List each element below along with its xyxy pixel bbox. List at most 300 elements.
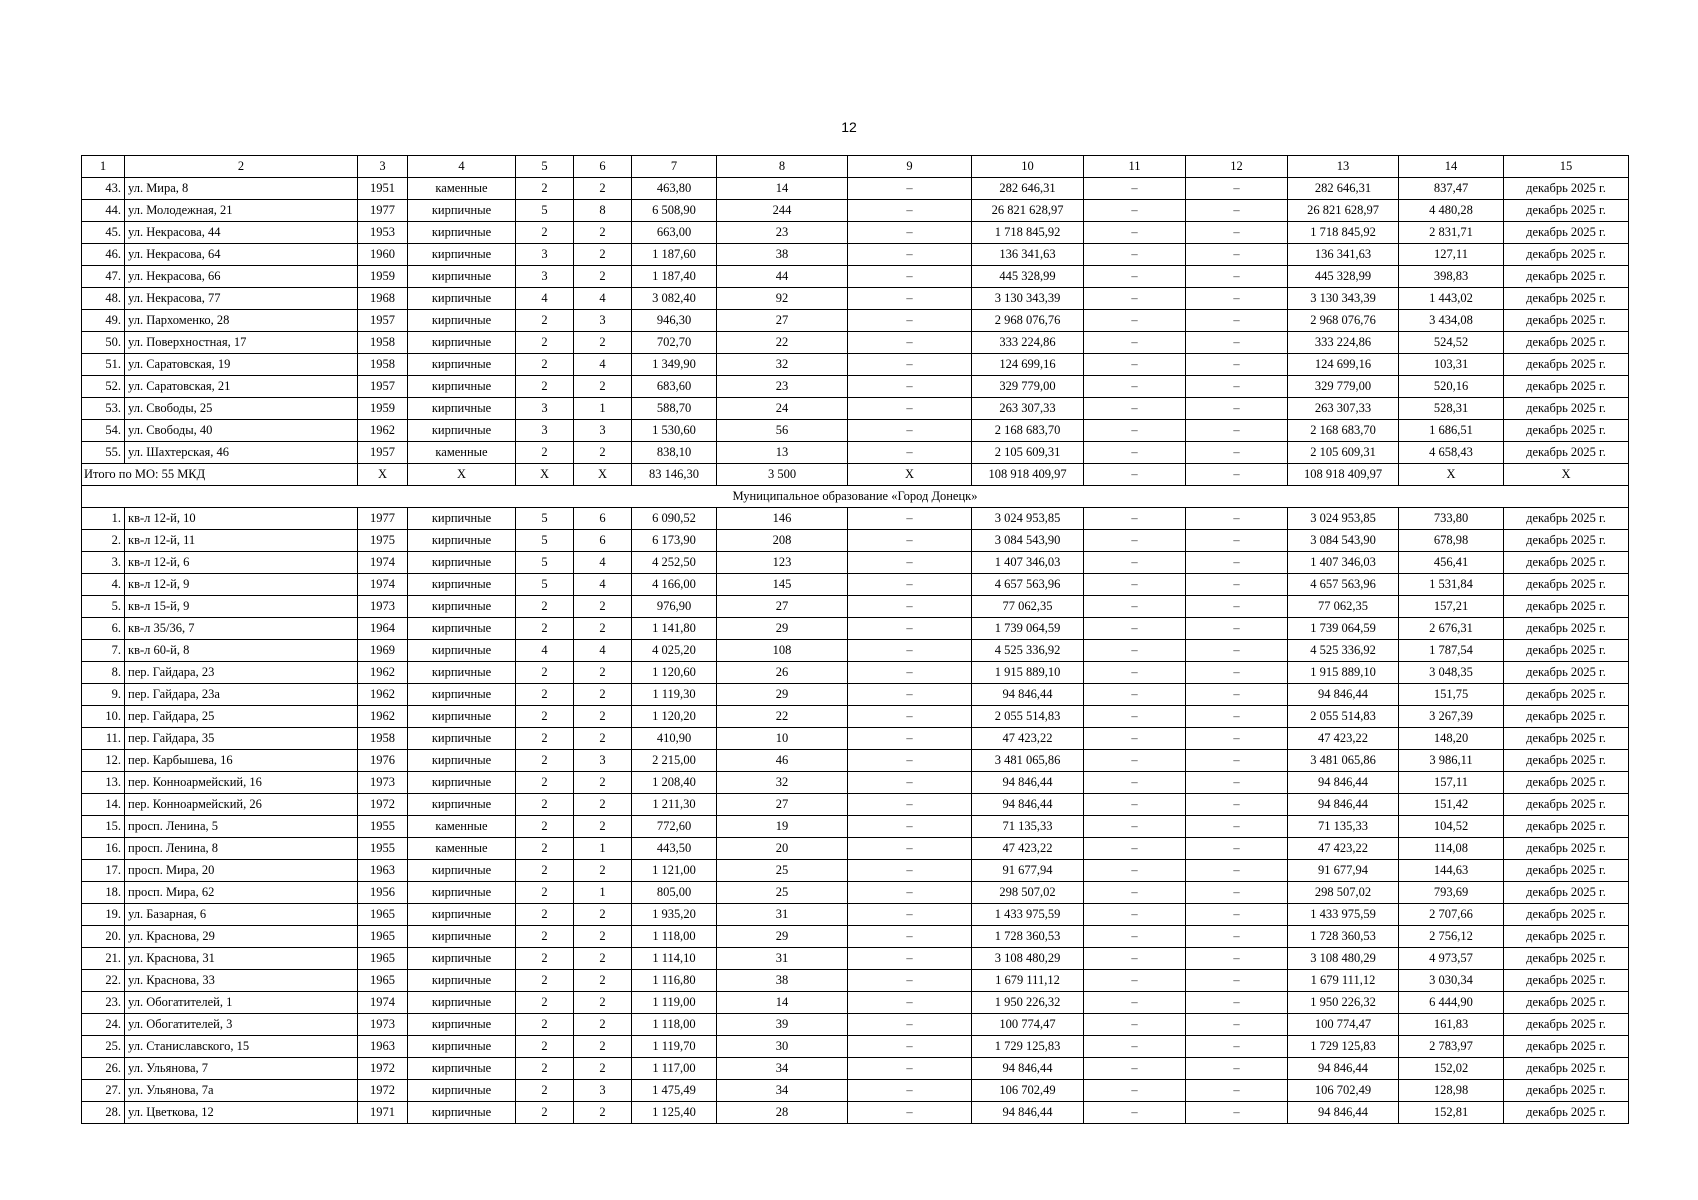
cell-deadline: декабрь 2025 г. bbox=[1504, 442, 1629, 464]
cell-deadline: декабрь 2025 г. bbox=[1504, 332, 1629, 354]
cell-floors: 5 bbox=[516, 200, 574, 222]
cell-row-number: 21. bbox=[82, 948, 125, 970]
cell-floors: 5 bbox=[516, 508, 574, 530]
cell-unit-cost: 161,83 bbox=[1399, 1014, 1504, 1036]
cell-total-cost: 4 525 336,92 bbox=[972, 640, 1084, 662]
cell-total-cost: 329 779,00 bbox=[972, 376, 1084, 398]
cell-entrances: 2 bbox=[574, 926, 632, 948]
cell-unit-cost: 4 658,43 bbox=[1399, 442, 1504, 464]
cell-cost-col9: – bbox=[848, 794, 972, 816]
cell-entrances: 2 bbox=[574, 1058, 632, 1080]
cell-year: 1972 bbox=[358, 794, 408, 816]
cell-cost-col12: – bbox=[1186, 310, 1288, 332]
cell-deadline: декабрь 2025 г. bbox=[1504, 992, 1629, 1014]
cell-row-number: 50. bbox=[82, 332, 125, 354]
cell-row-number: 11. bbox=[82, 728, 125, 750]
cell-entrances: 2 bbox=[574, 1014, 632, 1036]
cell-floors: 2 bbox=[516, 816, 574, 838]
cell-cost-col12: – bbox=[1186, 904, 1288, 926]
cell-wall-material: кирпичные bbox=[408, 684, 516, 706]
cell-address: ул. Поверхностная, 17 bbox=[125, 332, 358, 354]
cell-entrances: 3 bbox=[574, 310, 632, 332]
cell-year: 1972 bbox=[358, 1058, 408, 1080]
cell-area: 946,30 bbox=[632, 310, 717, 332]
cell-year: 1953 bbox=[358, 222, 408, 244]
cell-area: 702,70 bbox=[632, 332, 717, 354]
cell-address: кв-л 60-й, 8 bbox=[125, 640, 358, 662]
cell-cost-col11: – bbox=[1084, 728, 1186, 750]
cell-deadline: декабрь 2025 г. bbox=[1504, 948, 1629, 970]
cell-wall-material: кирпичные bbox=[408, 1102, 516, 1124]
table-row bbox=[82, 508, 1629, 530]
cell-wall-material: кирпичные bbox=[408, 926, 516, 948]
cell-deadline: декабрь 2025 г. bbox=[1504, 178, 1629, 200]
cell-unit-cost: 520,16 bbox=[1399, 376, 1504, 398]
cell-area: 838,10 bbox=[632, 442, 717, 464]
cell-wall-material: кирпичные bbox=[408, 882, 516, 904]
cell-address: ул. Некрасова, 44 bbox=[125, 222, 358, 244]
cell-unit-cost: 4 973,57 bbox=[1399, 948, 1504, 970]
cell-cost-col13: 1 407 346,03 bbox=[1288, 552, 1399, 574]
cell-unit-cost: 6 444,90 bbox=[1399, 992, 1504, 1014]
cell-wall-material: каменные bbox=[408, 442, 516, 464]
table-row bbox=[82, 244, 1629, 266]
cell-cost-col11: – bbox=[1084, 1102, 1186, 1124]
cell-year: 1974 bbox=[358, 552, 408, 574]
cell-entrances: 6 bbox=[574, 530, 632, 552]
cell-area: 1 119,70 bbox=[632, 1036, 717, 1058]
cell-row-number: 51. bbox=[82, 354, 125, 376]
cell-cost-col13: 71 135,33 bbox=[1288, 816, 1399, 838]
total-total-cost: 108 918 409,97 bbox=[972, 464, 1084, 486]
cell-floors: 2 bbox=[516, 1102, 574, 1124]
cell-residents: 32 bbox=[717, 772, 848, 794]
cell-cost-col9: – bbox=[848, 178, 972, 200]
cell-floors: 4 bbox=[516, 288, 574, 310]
cell-area: 1 187,40 bbox=[632, 266, 717, 288]
table-row bbox=[82, 662, 1629, 684]
table-row bbox=[82, 574, 1629, 596]
cell-cost-col9: – bbox=[848, 662, 972, 684]
cell-floors: 2 bbox=[516, 662, 574, 684]
cell-cost-col11: – bbox=[1084, 948, 1186, 970]
cell-cost-col12: – bbox=[1186, 442, 1288, 464]
cell-cost-col9: – bbox=[848, 772, 972, 794]
cell-cost-col11: – bbox=[1084, 970, 1186, 992]
cell-address: ул. Ульянова, 7а bbox=[125, 1080, 358, 1102]
cell-area: 1 141,80 bbox=[632, 618, 717, 640]
cell-residents: 23 bbox=[717, 222, 848, 244]
table-row bbox=[82, 266, 1629, 288]
cell-address: ул. Краснова, 29 bbox=[125, 926, 358, 948]
cell-deadline: декабрь 2025 г. bbox=[1504, 574, 1629, 596]
cell-year: 1965 bbox=[358, 970, 408, 992]
cell-total-cost: 94 846,44 bbox=[972, 684, 1084, 706]
cell-area: 1 211,30 bbox=[632, 794, 717, 816]
cell-year: 1965 bbox=[358, 948, 408, 970]
total-row bbox=[82, 464, 1629, 486]
cell-cost-col13: 1 433 975,59 bbox=[1288, 904, 1399, 926]
cell-unit-cost: 1 686,51 bbox=[1399, 420, 1504, 442]
cell-cost-col12: – bbox=[1186, 552, 1288, 574]
cell-cost-col9: – bbox=[848, 728, 972, 750]
cell-floors: 2 bbox=[516, 838, 574, 860]
cell-entrances: 2 bbox=[574, 816, 632, 838]
cell-deadline: декабрь 2025 г. bbox=[1504, 552, 1629, 574]
table-row bbox=[82, 398, 1629, 420]
cell-entrances: 4 bbox=[574, 574, 632, 596]
cell-total-cost: 91 677,94 bbox=[972, 860, 1084, 882]
cell-cost-col13: 100 774,47 bbox=[1288, 1014, 1399, 1036]
cell-area: 1 125,40 bbox=[632, 1102, 717, 1124]
cell-cost-col11: 11 bbox=[1084, 156, 1186, 178]
cell-entrances: 3 bbox=[574, 750, 632, 772]
cell-row-number: 1 bbox=[82, 156, 125, 178]
cell-wall-material: кирпичные bbox=[408, 728, 516, 750]
cell-year: 1951 bbox=[358, 178, 408, 200]
table-row bbox=[82, 1102, 1629, 1124]
cell-entrances: 4 bbox=[574, 354, 632, 376]
cell-floors: 4 bbox=[516, 640, 574, 662]
cell-area: 588,70 bbox=[632, 398, 717, 420]
cell-residents: 34 bbox=[717, 1058, 848, 1080]
total-cost-col9: X bbox=[848, 464, 972, 486]
cell-year: 1957 bbox=[358, 310, 408, 332]
cell-address: пер. Карбышева, 16 bbox=[125, 750, 358, 772]
cell-cost-col12: – bbox=[1186, 508, 1288, 530]
cell-unit-cost: 398,83 bbox=[1399, 266, 1504, 288]
cell-residents: 13 bbox=[717, 442, 848, 464]
cell-residents: 26 bbox=[717, 662, 848, 684]
cell-address: ул. Некрасова, 66 bbox=[125, 266, 358, 288]
cell-cost-col9: – bbox=[848, 992, 972, 1014]
cell-row-number: 22. bbox=[82, 970, 125, 992]
cell-unit-cost: 733,80 bbox=[1399, 508, 1504, 530]
table-row bbox=[82, 288, 1629, 310]
cell-floors: 5 bbox=[516, 574, 574, 596]
cell-cost-col11: – bbox=[1084, 1080, 1186, 1102]
cell-residents: 108 bbox=[717, 640, 848, 662]
cell-wall-material: кирпичные bbox=[408, 354, 516, 376]
cell-cost-col13: 47 423,22 bbox=[1288, 838, 1399, 860]
cell-row-number: 1. bbox=[82, 508, 125, 530]
cell-residents: 14 bbox=[717, 992, 848, 1014]
cell-unit-cost: 104,52 bbox=[1399, 816, 1504, 838]
cell-total-cost: 94 846,44 bbox=[972, 1058, 1084, 1080]
cell-residents: 27 bbox=[717, 596, 848, 618]
cell-total-cost: 1 729 125,83 bbox=[972, 1036, 1084, 1058]
cell-year: 1968 bbox=[358, 288, 408, 310]
cell-cost-col12: – bbox=[1186, 244, 1288, 266]
cell-row-number: 52. bbox=[82, 376, 125, 398]
total-area: 83 146,30 bbox=[632, 464, 717, 486]
cell-wall-material: кирпичные bbox=[408, 222, 516, 244]
cell-address: кв-л 15-й, 9 bbox=[125, 596, 358, 618]
cell-row-number: 20. bbox=[82, 926, 125, 948]
cell-area: 683,60 bbox=[632, 376, 717, 398]
cell-cost-col13: 3 108 480,29 bbox=[1288, 948, 1399, 970]
cell-cost-col13: 2 105 609,31 bbox=[1288, 442, 1399, 464]
cell-address: кв-л 35/36, 7 bbox=[125, 618, 358, 640]
cell-cost-col12: – bbox=[1186, 926, 1288, 948]
cell-total-cost: 26 821 628,97 bbox=[972, 200, 1084, 222]
table-row bbox=[82, 596, 1629, 618]
cell-cost-col9: 9 bbox=[848, 156, 972, 178]
cell-row-number: 44. bbox=[82, 200, 125, 222]
total-cost-col13: 108 918 409,97 bbox=[1288, 464, 1399, 486]
cell-unit-cost: 1 787,54 bbox=[1399, 640, 1504, 662]
cell-cost-col11: – bbox=[1084, 376, 1186, 398]
cell-deadline: декабрь 2025 г. bbox=[1504, 882, 1629, 904]
cell-cost-col9: – bbox=[848, 970, 972, 992]
cell-address: кв-л 12-й, 6 bbox=[125, 552, 358, 574]
cell-address: ул. Свободы, 25 bbox=[125, 398, 358, 420]
cell-floors: 3 bbox=[516, 266, 574, 288]
cell-residents: 38 bbox=[717, 970, 848, 992]
cell-residents: 29 bbox=[717, 926, 848, 948]
cell-row-number: 4. bbox=[82, 574, 125, 596]
table-row bbox=[82, 200, 1629, 222]
cell-cost-col9: – bbox=[848, 948, 972, 970]
cell-floors: 3 bbox=[516, 420, 574, 442]
cell-row-number: 26. bbox=[82, 1058, 125, 1080]
cell-residents: 39 bbox=[717, 1014, 848, 1036]
cell-unit-cost: 103,31 bbox=[1399, 354, 1504, 376]
cell-row-number: 55. bbox=[82, 442, 125, 464]
cell-row-number: 14. bbox=[82, 794, 125, 816]
cell-floors: 2 bbox=[516, 860, 574, 882]
cell-cost-col11: – bbox=[1084, 816, 1186, 838]
cell-residents: 32 bbox=[717, 354, 848, 376]
cell-cost-col12: – bbox=[1186, 398, 1288, 420]
cell-address: пер. Конноармейский, 26 bbox=[125, 794, 358, 816]
cell-entrances: 2 bbox=[574, 1102, 632, 1124]
cell-wall-material: кирпичные bbox=[408, 376, 516, 398]
cell-cost-col9: – bbox=[848, 574, 972, 596]
cell-area: 7 bbox=[632, 156, 717, 178]
cell-cost-col9: – bbox=[848, 618, 972, 640]
cell-entrances: 6 bbox=[574, 156, 632, 178]
cell-residents: 29 bbox=[717, 618, 848, 640]
cell-address: пер. Гайдара, 23 bbox=[125, 662, 358, 684]
cell-cost-col11: – bbox=[1084, 662, 1186, 684]
cell-wall-material: кирпичные bbox=[408, 288, 516, 310]
cell-area: 976,90 bbox=[632, 596, 717, 618]
cell-entrances: 1 bbox=[574, 838, 632, 860]
cell-cost-col11: – bbox=[1084, 860, 1186, 882]
cell-total-cost: 47 423,22 bbox=[972, 728, 1084, 750]
cell-unit-cost: 152,02 bbox=[1399, 1058, 1504, 1080]
cell-residents: 29 bbox=[717, 684, 848, 706]
cell-address: ул. Некрасова, 77 bbox=[125, 288, 358, 310]
cell-year: 1972 bbox=[358, 1080, 408, 1102]
cell-deadline: декабрь 2025 г. bbox=[1504, 640, 1629, 662]
cell-cost-col12: – bbox=[1186, 200, 1288, 222]
cell-floors: 2 bbox=[516, 310, 574, 332]
cell-floors: 2 bbox=[516, 706, 574, 728]
cell-wall-material: кирпичные bbox=[408, 772, 516, 794]
cell-total-cost: 94 846,44 bbox=[972, 1102, 1084, 1124]
table-row bbox=[82, 948, 1629, 970]
cell-unit-cost: 14 bbox=[1399, 156, 1504, 178]
cell-floors: 2 bbox=[516, 772, 574, 794]
cell-cost-col9: – bbox=[848, 508, 972, 530]
cell-year: 1977 bbox=[358, 508, 408, 530]
cell-residents: 24 bbox=[717, 398, 848, 420]
cell-total-cost: 3 024 953,85 bbox=[972, 508, 1084, 530]
cell-address: ул. Станиславского, 15 bbox=[125, 1036, 358, 1058]
cell-year: 1955 bbox=[358, 838, 408, 860]
table-row bbox=[82, 640, 1629, 662]
cell-cost-col13: 1 739 064,59 bbox=[1288, 618, 1399, 640]
cell-cost-col9: – bbox=[848, 838, 972, 860]
cell-total-cost: 3 481 065,86 bbox=[972, 750, 1084, 772]
cell-cost-col11: – bbox=[1084, 794, 1186, 816]
cell-unit-cost: 3 030,34 bbox=[1399, 970, 1504, 992]
cell-area: 1 114,10 bbox=[632, 948, 717, 970]
cell-entrances: 2 bbox=[574, 222, 632, 244]
cell-wall-material: кирпичные bbox=[408, 332, 516, 354]
cell-cost-col11: – bbox=[1084, 596, 1186, 618]
cell-cost-col11: – bbox=[1084, 992, 1186, 1014]
total-unit-cost: X bbox=[1399, 464, 1504, 486]
cell-deadline: 15 bbox=[1504, 156, 1629, 178]
cell-unit-cost: 456,41 bbox=[1399, 552, 1504, 574]
cell-floors: 2 bbox=[516, 376, 574, 398]
cell-cost-col12: – bbox=[1186, 1058, 1288, 1080]
cell-residents: 56 bbox=[717, 420, 848, 442]
cell-floors: 2 bbox=[516, 1058, 574, 1080]
cell-entrances: 2 bbox=[574, 596, 632, 618]
cell-area: 1 119,00 bbox=[632, 992, 717, 1014]
cell-total-cost: 2 968 076,76 bbox=[972, 310, 1084, 332]
cell-year: 1965 bbox=[358, 926, 408, 948]
cell-entrances: 3 bbox=[574, 1080, 632, 1102]
cell-floors: 5 bbox=[516, 530, 574, 552]
cell-cost-col13: 445 328,99 bbox=[1288, 266, 1399, 288]
cell-area: 1 120,20 bbox=[632, 706, 717, 728]
cell-cost-col11: – bbox=[1084, 1014, 1186, 1036]
cell-address: кв-л 12-й, 9 bbox=[125, 574, 358, 596]
cell-year: 1977 bbox=[358, 200, 408, 222]
cell-area: 1 116,80 bbox=[632, 970, 717, 992]
cell-cost-col11: – bbox=[1084, 354, 1186, 376]
cell-area: 1 119,30 bbox=[632, 684, 717, 706]
cell-floors: 2 bbox=[516, 178, 574, 200]
cell-total-cost: 3 108 480,29 bbox=[972, 948, 1084, 970]
cell-cost-col13: 329 779,00 bbox=[1288, 376, 1399, 398]
cell-deadline: декабрь 2025 г. bbox=[1504, 662, 1629, 684]
cell-cost-col9: – bbox=[848, 596, 972, 618]
cell-cost-col12: – bbox=[1186, 838, 1288, 860]
cell-row-number: 53. bbox=[82, 398, 125, 420]
cell-deadline: декабрь 2025 г. bbox=[1504, 816, 1629, 838]
table-row bbox=[82, 794, 1629, 816]
cell-address: пер. Конноармейский, 16 bbox=[125, 772, 358, 794]
cell-total-cost: 1 679 111,12 bbox=[972, 970, 1084, 992]
cell-total-cost: 106 702,49 bbox=[972, 1080, 1084, 1102]
cell-cost-col12: – bbox=[1186, 420, 1288, 442]
cell-cost-col13: 2 968 076,76 bbox=[1288, 310, 1399, 332]
cell-address: просп. Ленина, 5 bbox=[125, 816, 358, 838]
cell-wall-material: кирпичные bbox=[408, 398, 516, 420]
cell-residents: 208 bbox=[717, 530, 848, 552]
cell-entrances: 1 bbox=[574, 398, 632, 420]
cell-cost-col9: – bbox=[848, 310, 972, 332]
cell-row-number: 13. bbox=[82, 772, 125, 794]
cell-year: 1963 bbox=[358, 1036, 408, 1058]
cell-total-cost: 1 433 975,59 bbox=[972, 904, 1084, 926]
cell-entrances: 2 bbox=[574, 860, 632, 882]
cell-cost-col9: – bbox=[848, 442, 972, 464]
cell-wall-material: кирпичные bbox=[408, 200, 516, 222]
table-row bbox=[82, 420, 1629, 442]
cell-cost-col11: – bbox=[1084, 574, 1186, 596]
cell-unit-cost: 3 048,35 bbox=[1399, 662, 1504, 684]
cell-total-cost: 71 135,33 bbox=[972, 816, 1084, 838]
cell-unit-cost: 2 756,12 bbox=[1399, 926, 1504, 948]
cell-deadline: декабрь 2025 г. bbox=[1504, 244, 1629, 266]
cell-deadline: декабрь 2025 г. bbox=[1504, 1058, 1629, 1080]
cell-entrances: 1 bbox=[574, 882, 632, 904]
cell-row-number: 15. bbox=[82, 816, 125, 838]
cell-area: 4 252,50 bbox=[632, 552, 717, 574]
cell-address: ул. Пархоменко, 28 bbox=[125, 310, 358, 332]
cell-entrances: 2 bbox=[574, 662, 632, 684]
table-row bbox=[82, 222, 1629, 244]
cell-wall-material: кирпичные bbox=[408, 574, 516, 596]
cell-unit-cost: 151,75 bbox=[1399, 684, 1504, 706]
cell-cost-col12: – bbox=[1186, 266, 1288, 288]
cell-floors: 2 bbox=[516, 442, 574, 464]
total-year: X bbox=[358, 464, 408, 486]
cell-wall-material: кирпичные bbox=[408, 310, 516, 332]
cell-row-number: 12. bbox=[82, 750, 125, 772]
table-row bbox=[82, 816, 1629, 838]
table-row bbox=[82, 684, 1629, 706]
cell-cost-col9: – bbox=[848, 1036, 972, 1058]
cell-cost-col12: – bbox=[1186, 706, 1288, 728]
table-row bbox=[82, 442, 1629, 464]
cell-address: ул. Молодежная, 21 bbox=[125, 200, 358, 222]
cell-cost-col11: – bbox=[1084, 530, 1186, 552]
cell-year: 1965 bbox=[358, 904, 408, 926]
cell-wall-material: кирпичные bbox=[408, 706, 516, 728]
cell-unit-cost: 1 531,84 bbox=[1399, 574, 1504, 596]
cell-wall-material: кирпичные bbox=[408, 750, 516, 772]
cell-deadline: декабрь 2025 г. bbox=[1504, 222, 1629, 244]
cell-unit-cost: 528,31 bbox=[1399, 398, 1504, 420]
cell-total-cost: 263 307,33 bbox=[972, 398, 1084, 420]
cell-entrances: 4 bbox=[574, 640, 632, 662]
table-row bbox=[82, 904, 1629, 926]
cell-year: 1973 bbox=[358, 772, 408, 794]
cell-cost-col13: 3 024 953,85 bbox=[1288, 508, 1399, 530]
cell-cost-col13: 106 702,49 bbox=[1288, 1080, 1399, 1102]
cell-wall-material: кирпичные bbox=[408, 596, 516, 618]
cell-address: пер. Гайдара, 35 bbox=[125, 728, 358, 750]
cell-cost-col12: – bbox=[1186, 772, 1288, 794]
cell-cost-col9: – bbox=[848, 926, 972, 948]
cell-area: 2 215,00 bbox=[632, 750, 717, 772]
cell-cost-col12: – bbox=[1186, 970, 1288, 992]
cell-row-number: 5. bbox=[82, 596, 125, 618]
cell-area: 1 349,90 bbox=[632, 354, 717, 376]
cell-cost-col13: 2 168 683,70 bbox=[1288, 420, 1399, 442]
cell-unit-cost: 2 676,31 bbox=[1399, 618, 1504, 640]
cell-row-number: 17. bbox=[82, 860, 125, 882]
cell-cost-col12: – bbox=[1186, 1036, 1288, 1058]
